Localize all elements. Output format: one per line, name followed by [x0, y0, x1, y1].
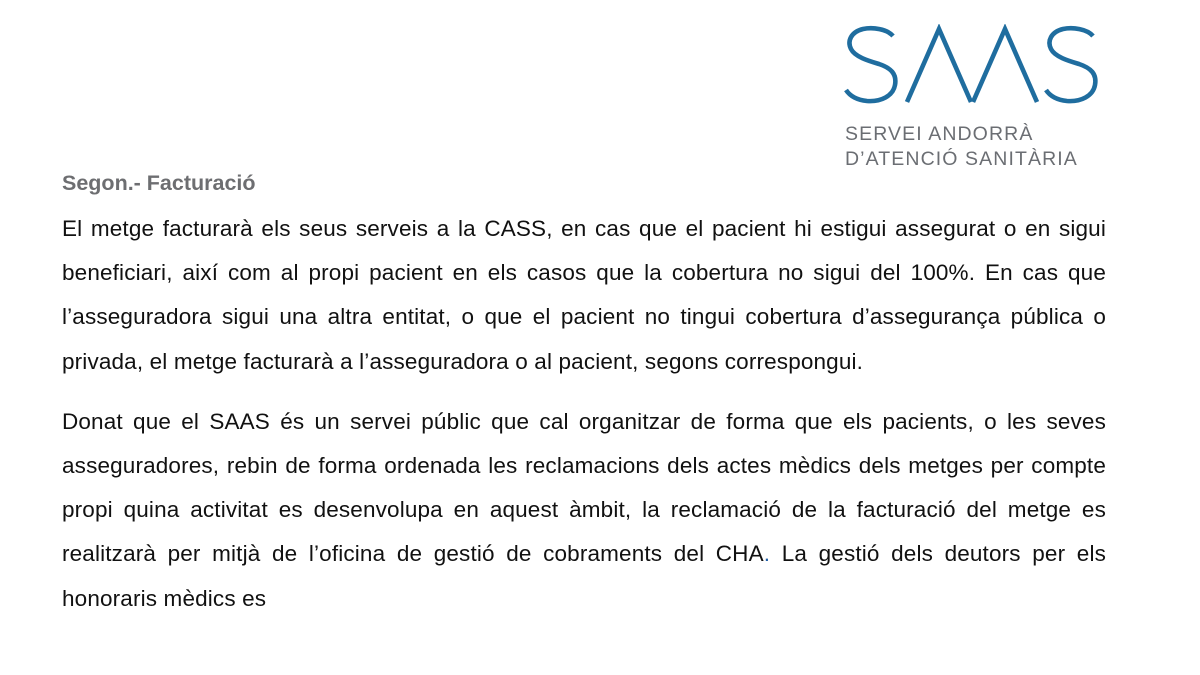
- paragraph-gestio-dot: .: [763, 541, 771, 567]
- logo-text-line-2: D’ATENCIÓ SANITÀRIA: [845, 148, 1078, 170]
- page-cut-off: [0, 660, 1200, 675]
- logo-letter-a-1: [907, 29, 971, 102]
- logo-letter-s-2: [1046, 28, 1095, 101]
- logo-letter-a-2: [973, 29, 1037, 102]
- logo-text-line-1: SERVEI ANDORRÀ: [845, 123, 1034, 145]
- paragraph-facturacio: El metge facturarà els seus serveis a la CASS, en cas que el pacient hi estigui assegurat o en sigui beneficiari, així com al propi pacient en els casos que la cobertura no sigui del 100%. En cas que l’asseguradora sigui una altra entitat, o que el pacient no tingui cobertura d’assegurança pública o privada, el metge facturarà a l’asseguradora o al pacient, segons correspongui.: [62, 216, 1106, 374]
- logo-letter-s-1: [846, 28, 895, 101]
- paragraph-gestio-main: Donat que el SAAS és un servei públic que cal organitzar de forma que els pacients, o les seves asseguradores, rebin de forma ordenada les reclamacions dels actes mèdics dels metges per compte propi quina activitat es desenvolupa en aquest àmbit, la reclamació de la facturació del metge es realitzarà per mitjà de l’oficina de gestió de cobraments del CHA: [62, 408, 1106, 567]
- section-heading: Segon.- Facturació: [62, 171, 256, 195]
- document-body: [62, 166, 1106, 621]
- saas-logo: [843, 24, 1113, 174]
- saas-logo-mark: [843, 24, 1099, 108]
- paragraph-gestio: [62, 400, 1106, 621]
- paragraph-gestio-tail: La gestió dels deutors per els honoraris mèdics es: [62, 541, 1106, 611]
